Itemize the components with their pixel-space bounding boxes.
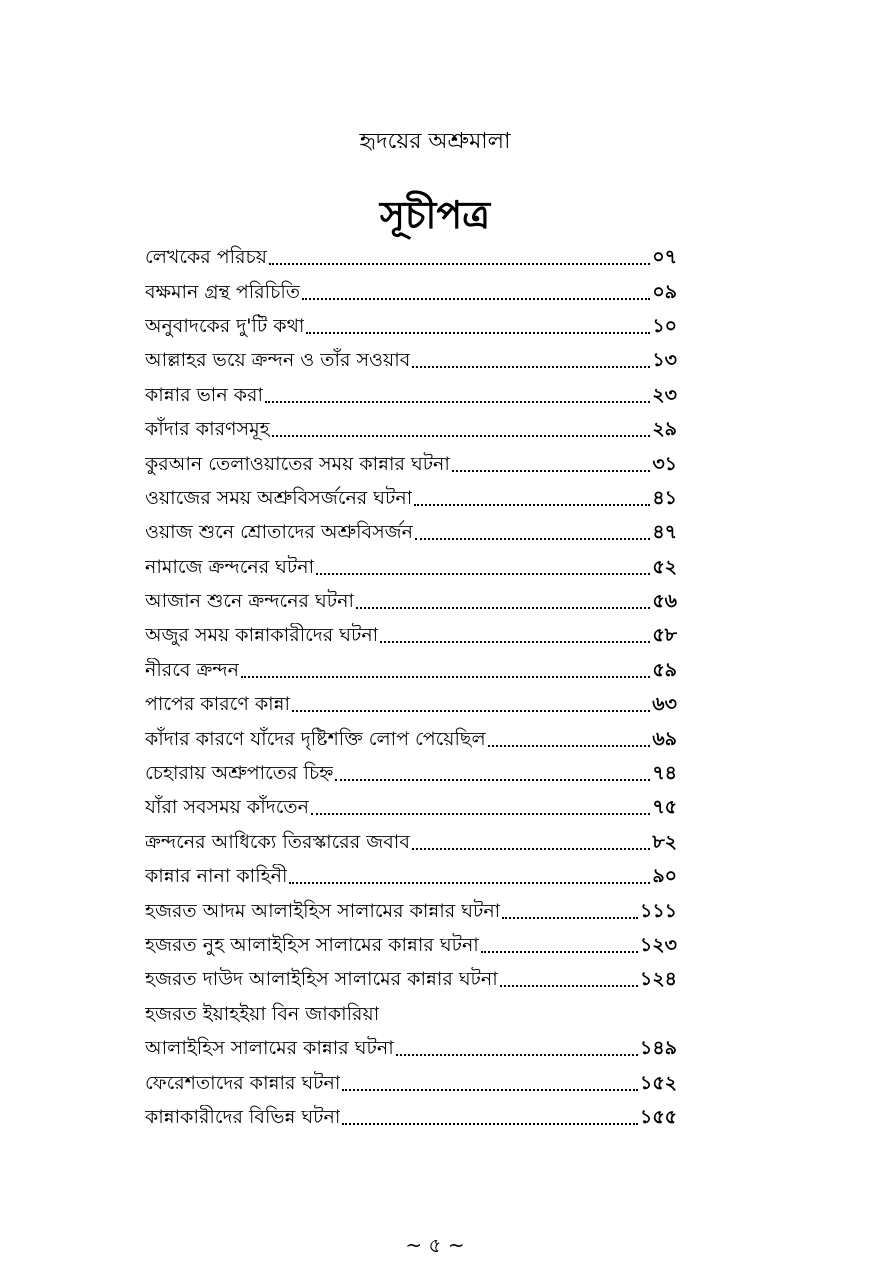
dot-leader [488, 745, 651, 747]
dot-leader [502, 917, 638, 919]
toc-entry-page: ৫৯ [652, 658, 677, 681]
toc-entry-title: নামাজে ক্রন্দনের ঘটনা [145, 555, 315, 578]
toc-entry-title: ফেরেশতাদের কান্নার ঘটনা [145, 1071, 341, 1094]
toc-entry-title: হজরত দাউদ আলাইহিস সালামের কান্নার ঘটনা [145, 968, 498, 991]
toc-entry [145, 825, 677, 859]
dot-leader [269, 263, 650, 265]
toc-entry-page: ৫৬ [652, 590, 677, 613]
toc-entry-title: কান্নার নানা কাহিনী [145, 865, 288, 888]
dot-leader [414, 504, 650, 506]
dot-leader [311, 813, 650, 815]
dot-leader [241, 676, 650, 678]
table-of-contents [145, 240, 677, 1134]
toc-entry-page: ৭৫ [652, 796, 677, 819]
dot-leader [500, 985, 638, 987]
dot-leader [412, 848, 650, 850]
toc-entry [145, 1100, 677, 1134]
toc-entry-title: নীরবে ক্রন্দন [145, 658, 239, 681]
toc-entry-title: হজরত আদম আলাইহিস সালামের কান্নার ঘটনা [145, 899, 501, 922]
toc-entry-title: কুরআন তেলাওয়াতের সময় কান্নার ঘটনা [145, 452, 450, 475]
dot-leader [306, 332, 650, 334]
toc-entry-title: কান্নার ভান করা [145, 383, 263, 406]
toc-entry-title: চেহারায় অশ্রুপাতের চিহ্ন [145, 762, 334, 785]
toc-entry [145, 997, 677, 1031]
toc-entry-page: ০৯ [652, 280, 677, 303]
toc-entry [145, 481, 677, 515]
toc-entry-page: ৪১ [652, 486, 677, 509]
toc-entry-title: ওয়াজের সময় অশ্রুবিসর্জনের ঘটনা [145, 486, 413, 509]
toc-entry-title: কাঁদার কারণসমূহ [145, 418, 270, 441]
toc-entry-title: লেখকের পরিচয় [145, 246, 267, 269]
toc-entry [145, 721, 677, 755]
toc-entry [145, 550, 677, 584]
toc-entry [145, 962, 677, 996]
dot-leader [452, 470, 650, 472]
toc-entry-page: ১১১ [640, 899, 677, 922]
dot-leader [481, 951, 638, 953]
dot-leader [316, 573, 650, 575]
toc-entry [145, 515, 677, 549]
toc-entry-page: ২৩ [652, 383, 677, 406]
toc-entry-title: আজান শুনে ক্রন্দনের ঘটনা [145, 590, 354, 613]
toc-entry [145, 1065, 677, 1099]
toc-entry-title: কাঁদার কারণে যাঁদের দৃষ্টিশক্তি লোপ পেয়েছিল [145, 727, 486, 750]
toc-entry-page: ১৫২ [639, 1071, 677, 1094]
toc-entry [145, 893, 677, 927]
dot-leader [302, 298, 650, 300]
toc-entry-page: ৫২ [652, 555, 677, 578]
toc-entry-title: কান্নাকারীদের বিভিন্ন ঘটনা [145, 1105, 341, 1128]
dot-leader [272, 435, 651, 437]
toc-entry-page: ১৪৯ [640, 1037, 677, 1060]
toc-entry [145, 446, 677, 480]
toc-entry-title: আলাইহিস সালামের কান্নার ঘটনা [145, 1037, 394, 1060]
toc-entry-title: পাপের কারণে কান্না [145, 693, 291, 716]
toc-entry [145, 412, 677, 446]
toc-entry [145, 618, 677, 652]
toc-entry-page: ৯০ [652, 865, 677, 888]
toc-entry-page: ১২৩ [639, 934, 677, 956]
toc-entry [145, 859, 677, 893]
page-number: ~ ৫ ~ [405, 1233, 465, 1257]
dot-leader [415, 538, 650, 540]
toc-entry-page: ৪৭ [652, 521, 677, 544]
toc-entry [145, 1031, 677, 1065]
toc-entry [145, 378, 677, 412]
dot-leader [335, 779, 650, 781]
dot-leader [380, 641, 650, 643]
toc-entry [145, 653, 677, 687]
toc-entry [145, 756, 677, 790]
dot-leader [356, 607, 650, 609]
toc-entry-page: ১৫৫ [640, 1105, 677, 1128]
running-header: হৃদয়ের অশ্রুমালা [359, 129, 511, 154]
toc-entry-title: বক্ষমান গ্রন্থ পরিচিতি [145, 280, 301, 303]
toc-entry [145, 309, 677, 343]
dot-leader [342, 1123, 638, 1125]
toc-entry-page: ৩১ [652, 452, 677, 475]
toc-entry-page: ২৯ [652, 418, 677, 441]
toc-entry [145, 790, 677, 824]
toc-entry-page: ৭৪ [652, 762, 677, 785]
toc-entry-title: অনুবাদকের দু'টি কথা [145, 314, 305, 337]
toc-entry [145, 240, 677, 274]
toc-entry [145, 343, 677, 377]
toc-entry-title: যাঁরা সবসময় কাঁদতেন [145, 796, 309, 819]
toc-entry [145, 274, 677, 308]
toc-entry-page: ১৩ [652, 349, 677, 372]
toc-entry-title: হজরত ইয়াহইয়া বিন জাকারিয়া [145, 1002, 380, 1025]
toc-entry [145, 687, 677, 721]
dot-leader [292, 710, 650, 712]
toc-entry-page: ১০ [652, 314, 677, 337]
dot-leader [412, 366, 650, 368]
toc-entry-title: ক্রন্দনের আধিক্যে তিরস্কারের জবাব [145, 830, 410, 853]
page-title: সূচীপত্র [379, 193, 491, 237]
toc-entry-title: ওয়াজ শুনে শ্রোতাদের অশ্রুবিসর্জন [145, 521, 414, 544]
toc-entry-page: ৬৩ [652, 693, 677, 716]
toc-entry [145, 928, 677, 962]
dot-leader [289, 882, 650, 884]
toc-entry-page: ১২৪ [639, 968, 677, 991]
toc-entry-title: আল্লাহর ভয়ে ক্রন্দন ও তাঁর সওয়াব [145, 349, 411, 372]
toc-entry-title: হজরত নুহ আলাইহিস সালামের কান্নার ঘটনা [145, 934, 479, 956]
toc-entry-page: ৮২ [652, 830, 677, 853]
toc-entry-page: ৫৮ [652, 624, 677, 647]
toc-entry-page: ০৭ [652, 246, 677, 269]
dot-leader [342, 1089, 638, 1091]
toc-entry [145, 584, 677, 618]
dot-leader [265, 401, 650, 403]
toc-entry-title: অজুর সময় কান্নাকারীদের ঘটনা [145, 624, 379, 647]
toc-entry-page: ৬৯ [652, 727, 677, 750]
dot-leader [396, 1054, 638, 1056]
